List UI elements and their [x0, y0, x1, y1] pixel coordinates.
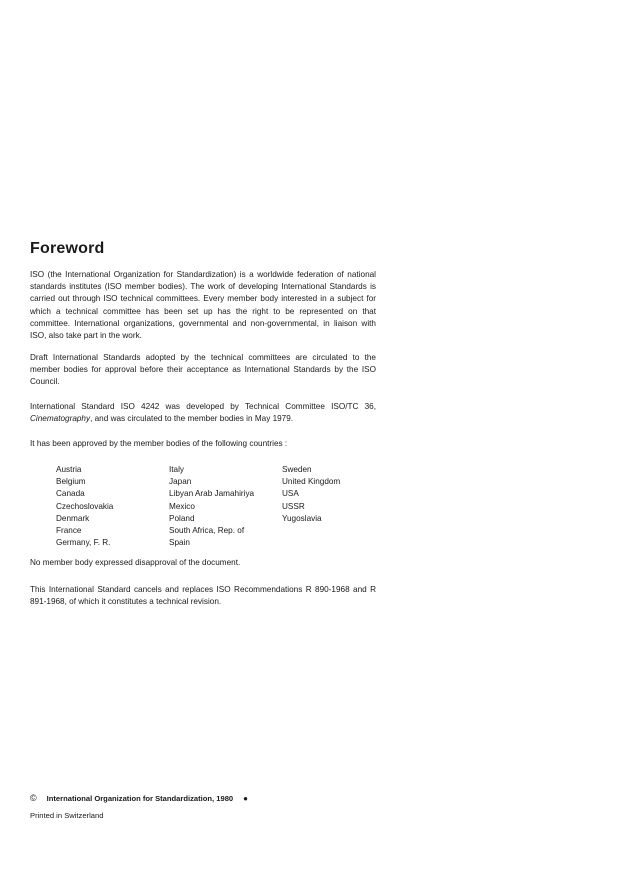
- country-item: Yugoslavia: [282, 513, 322, 523]
- country-item: Libyan Arab Jamahiriya: [169, 489, 255, 499]
- paragraph-draft-standards: Draft International Standards adopted by the technical committees are circulated to the member bodies for approval before their acceptance as International Standards by the ISO Council.: [30, 353, 376, 387]
- paragraph-no-disapproval: No member body expressed disapproval of the document.: [30, 558, 241, 567]
- country-item: Spain: [169, 538, 190, 548]
- development-text-end: , and was circulated to the member bodies in May 1979.: [90, 414, 294, 424]
- country-item: United Kingdom: [282, 477, 341, 487]
- copyright-line: [30, 793, 248, 803]
- country-item: Austria: [56, 465, 82, 474]
- country-item: Canada: [56, 489, 85, 499]
- country-item: Germany, F. R.: [56, 538, 111, 548]
- page-title: Foreword: [30, 240, 105, 257]
- country-item: USA: [282, 489, 299, 499]
- paragraph-development: [30, 401, 376, 425]
- country-item: Czechoslovakia: [56, 501, 114, 511]
- country-list: [56, 464, 402, 549]
- committee-name: Cinematography: [30, 414, 91, 424]
- country-item: Sweden: [282, 465, 312, 474]
- development-text-start: International Standard ISO 4242 was developed by Technical Committee ISO/TC 36,: [30, 402, 376, 411]
- paragraph-approval: It has been approved by the member bodies of the following countries :: [30, 439, 288, 448]
- country-column-3: [282, 464, 402, 549]
- country-item: South Africa, Rep. of: [169, 526, 245, 536]
- paragraph-iso-intro: ISO (the International Organization for Standardization) is a worldwide federation of national standards institutes (ISO member bodies). The work of developing International Standards is carried out through ISO technical committees. Every member body interested in a subject for which a technical committee has been set up has the right to be represented on that committee. International organizations, governmental and non-governmental, in liaison with ISO, also take part in the work.: [30, 270, 376, 341]
- country-item: Japan: [169, 477, 192, 487]
- country-column-2: [169, 464, 282, 549]
- country-item: USSR: [282, 501, 305, 511]
- paragraph-replacement: This International Standard cancels and replaces ISO Recommendations R 890-1968 and R 891-1968, of which it constitutes a technical revision.: [30, 585, 376, 607]
- bullet-icon: ●: [243, 793, 248, 803]
- country-item: Italy: [169, 465, 185, 474]
- country-item: Poland: [169, 513, 195, 523]
- country-item: Denmark: [56, 513, 90, 523]
- country-item: Mexico: [169, 501, 195, 511]
- copyright-icon: ©: [30, 793, 37, 803]
- printed-in: Printed in Switzerland: [30, 811, 104, 820]
- country-item: Belgium: [56, 477, 86, 487]
- country-column-1: [56, 464, 169, 549]
- copyright-text: International Organization for Standardization, 1980: [46, 793, 234, 803]
- country-item: France: [56, 526, 82, 536]
